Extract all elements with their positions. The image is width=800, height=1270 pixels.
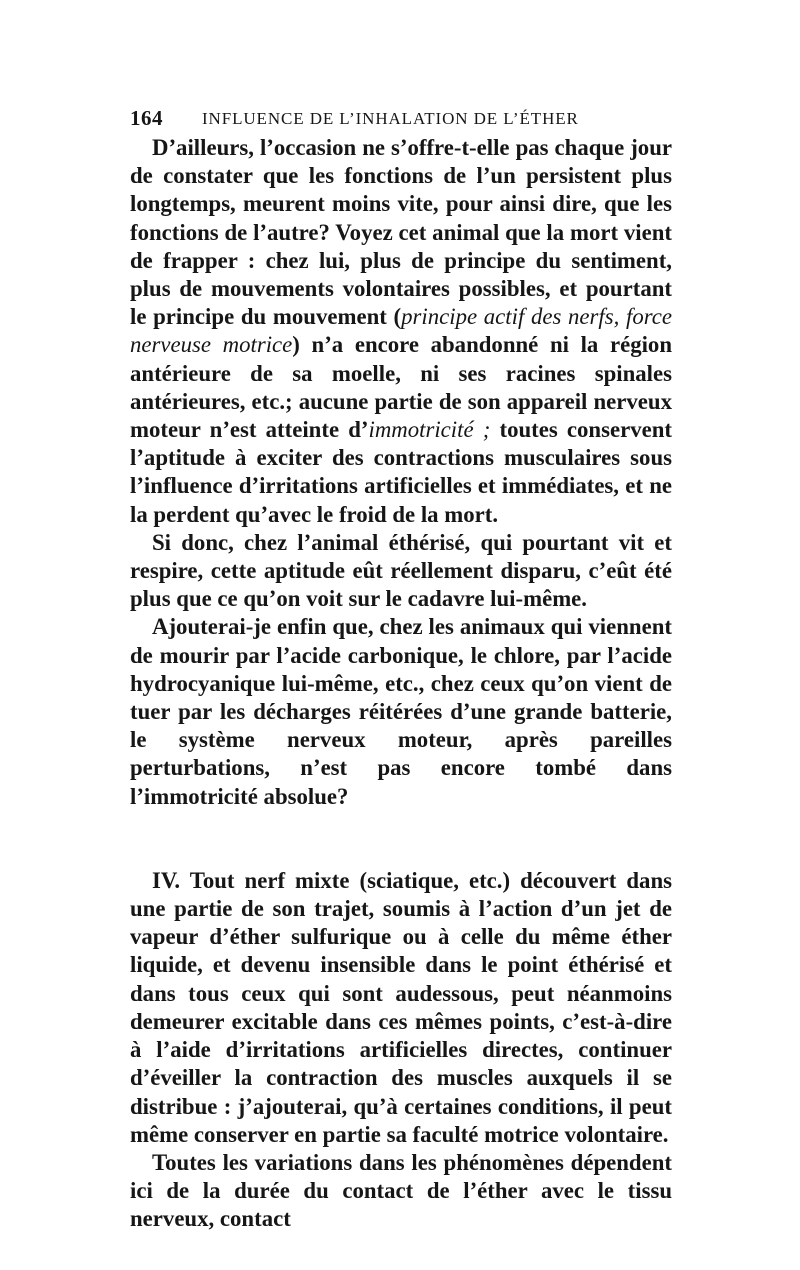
paragraph-1-italic-phrase: principe actif des nerfs, force nerveuse motrice [130,304,672,358]
paragraph-1 [130,134,672,529]
paragraph-1-text-end: toutes conservent l’aptitude à exciter des contractions musculaires sous l’influence d’irritations artificielles et immédiates, et ne la perdent qu’avec le froid de la mort. [130,417,672,527]
running-head [130,103,670,133]
paragraph-5: Toutes les variations dans les phénomènes dépendent ici de la durée du contact de l’éther avec le tissu nerveux, contact [130,1149,672,1232]
paragraph-1-text-start: D’ailleurs, l’occasion ne s’offre-t-elle pas chaque jour de constater que les fonctions de l’un persistent plus longtemps, meurent moins vite, pour ainsi dire, que les fonctions de l’autre? Voyez cet animal que la mort vient de frapper : chez lui, plus de principe du sentiment, plus de mouvements volontaires possibles, et pourtant le principe du mouvement ( [130,135,672,330]
paragraph-1-italic-term: immotricité ; [368,417,491,443]
paragraph-2: Si donc, chez l’animal éthérisé, qui pourtant vit et respire, cette aptitude eût réellement disparu, c’eût été plus que ce qu’on voit sur le cadavre lui-même. [130,529,672,612]
page-number: 164 [130,106,163,130]
paragraph-1-text-middle: ) n’a encore abandonné ni la région antérieure de sa moelle, ni ses racines spinales antérieures, etc.; aucune partie de son appareil nerveux moteur n’est atteinte d’ [130,332,672,443]
paragraph-3: Ajouterai-je enfin que, chez les animaux qui viennent de mourir par l’acide carbonique, le chlore, par l’acide hydrocyanique lui-même, etc., chez ceux qu’on vient de tuer par les décharges réitérées d’une grande batterie, le système nerveux moteur, après pareilles perturbations, n’est pas encore tombé dans l’immotricité absolue? [130,614,672,809]
page-body [130,134,672,1234]
paragraph-4: IV. Tout nerf mixte (sciatique, etc.) découvert dans une partie de son trajet, soumis à l’action d’un jet de vapeur d’éther sulfurique ou à celle du même éther liquide, et devenu insensible dans le point éthérisé et dans tous ceux qui sont audessous, peut néanmoins demeurer excitable dans ces mêmes points, c’est-à-dire à l’aide d’irritations artificielles directes, continuer d’éveiller la contraction des muscles auxquels il se distribue : j’ajouterai, qu’à certaines conditions, il peut même conserver en partie sa faculté motrice volontaire. [130,867,672,1147]
section-gap [130,811,672,867]
running-title: INFLUENCE DE L’INHALATION DE L’ÉTHER [202,109,579,128]
